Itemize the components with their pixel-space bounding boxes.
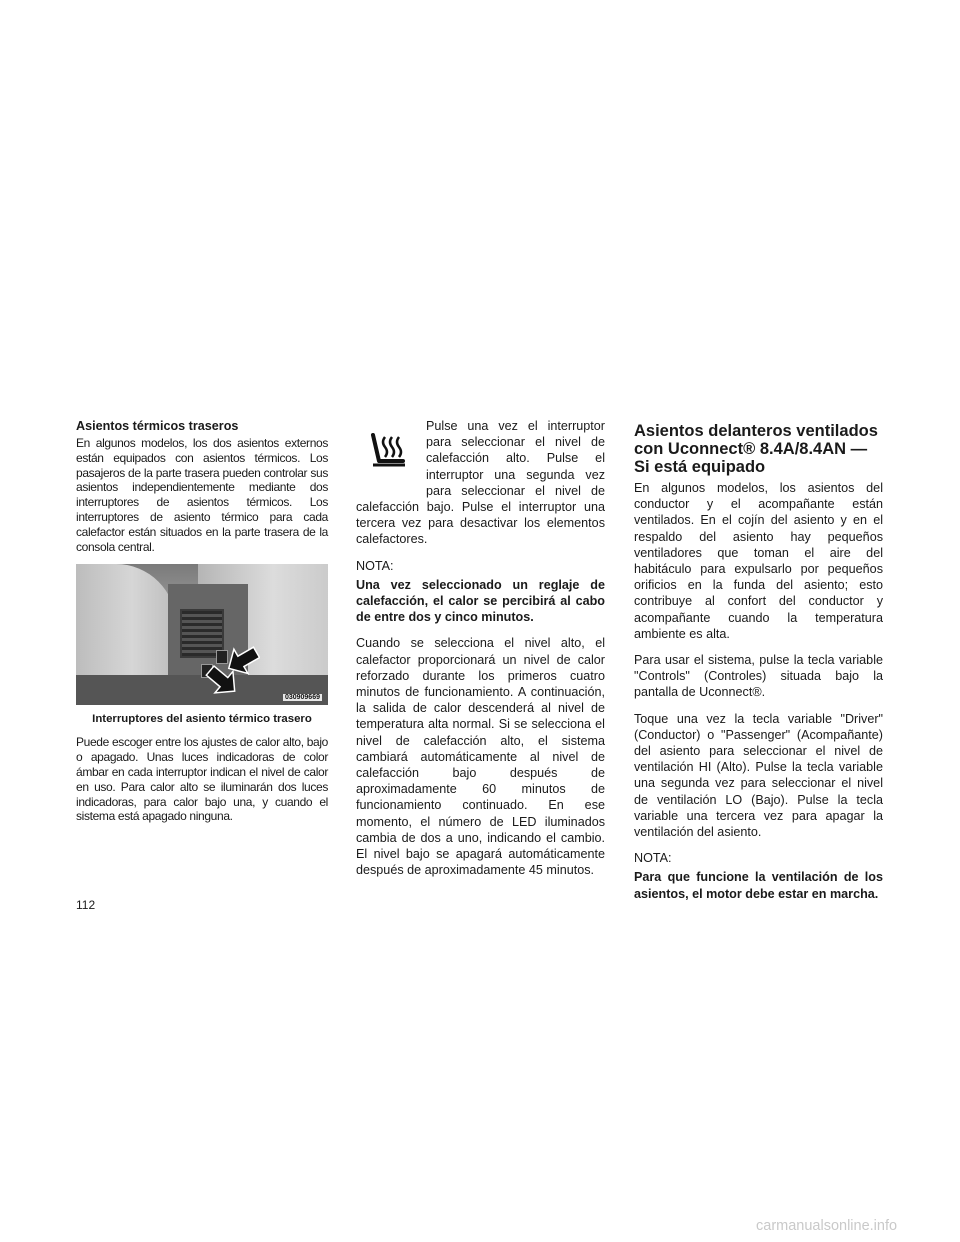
note-label: NOTA: xyxy=(356,558,394,573)
column-3 xyxy=(634,418,883,912)
column-1 xyxy=(76,418,328,834)
paragraph-driver-passenger-key: Toque una vez la tecla variable "Driver" (Conductor) o "Passenger" (Acompañante) del asiento para seleccionar el nivel de ventilación HI (Alto). Pulse la tecla variable una segunda vez para seleccionar el nivel de ventilación LO (Bajo). Pulse la tecla variable una tercera vez para apagar la ventilación del asiento. xyxy=(634,711,883,840)
page-number: 112 xyxy=(76,898,96,912)
paragraph-ventilation-intro: En algunos modelos, los asientos del conductor y el acompañante están ventilados. En el cojín del asiento y en el respaldo del asiento hay pequeños ventiladores que toman el aire del habitáculo para expulsarlo por pequeños orificios en la funda del asiento; esto contribuye al confort del conductor y acompañante cuando la temperatura ambiente es alta. xyxy=(634,481,883,641)
watermark: carmanualsonline.info xyxy=(756,1218,898,1234)
paragraph-high-level-behavior: Cuando se selecciona el nivel alto, el calefactor proporcionará un nivel de calor reforzado durante los primeros cuatro minutos de funcionamiento. A continuación, la salida de calor descenderá al nivel de temperatura alta normal. Si se selecciona el nivel de calefacción alto, el sistema cambiará automáticamente al nivel de calefacción bajo después de aproximadamente 60 minutos de funcionamiento continuado. En ese momento, el número de LED iluminados cambia de dos a uno, indicando el cambio. El nivel bajo se apagará automáticamente después de aproximadamente 45 minutos. xyxy=(356,636,605,878)
note-text: Una vez seleccionado un reglaje de calefacción, el calor se percibirá al cabo de entre dos y cinco minutos. xyxy=(356,577,605,625)
figure-caption: Interruptores del asiento térmico trasero xyxy=(92,713,312,726)
paragraph-switch-instructions: Pulse una vez el interruptor para seleccionar el nivel de calefacción alto. Pulse el interruptor una segunda vez para seleccionar el nivel de calefacción bajo. Pulse el interruptor una tercera vez para desactivar los elementos calefactores. xyxy=(356,419,605,547)
rear-console-photo xyxy=(76,564,328,705)
paragraph-heat-settings: Puede escoger entre los ajustes de calor alto, bajo o apagado. Unas luces indicadoras de color ámbar en cada interruptor indican el nivel de calor en uso. Para calor alto se iluminarán dos luces indicadoras, para calor bajo una, y cuando el sistema está apagado ninguna. xyxy=(76,735,328,824)
figure-code: 030909669 xyxy=(284,694,320,702)
note-label: NOTA: xyxy=(634,851,672,866)
arrow-icon xyxy=(204,664,238,698)
column-2 xyxy=(356,418,605,888)
paragraph-controls-key: Para usar el sistema, pulse la tecla variable "Controls" (Controles) situada bajo la pantalla de Uconnect®. xyxy=(634,653,883,700)
section-heading-rear-heated-seats: Asientos térmicos traseros xyxy=(76,419,239,433)
heated-seat-icon xyxy=(356,418,418,488)
figure-rear-heated-switches xyxy=(76,564,328,725)
note-text: Para que funcione la ventilación de los asientos, el motor debe estar en marcha. xyxy=(634,870,883,901)
paragraph-rear-heated-intro: En algunos modelos, los dos asientos externos están equipados con asientos térmicos. Los pasajeros de la parte trasera pueden controlar sus asientos independientemente mediante dos interruptores de asientos térmicos. Los interruptores de asiento térmico para cada calefactor están situados en la parte trasera de la consola central. xyxy=(76,436,328,554)
section-heading-ventilated-seats: Asientos delanteros ventilados con Uconnect® 8.4A/8.4AN — Si está equipado xyxy=(634,422,878,476)
